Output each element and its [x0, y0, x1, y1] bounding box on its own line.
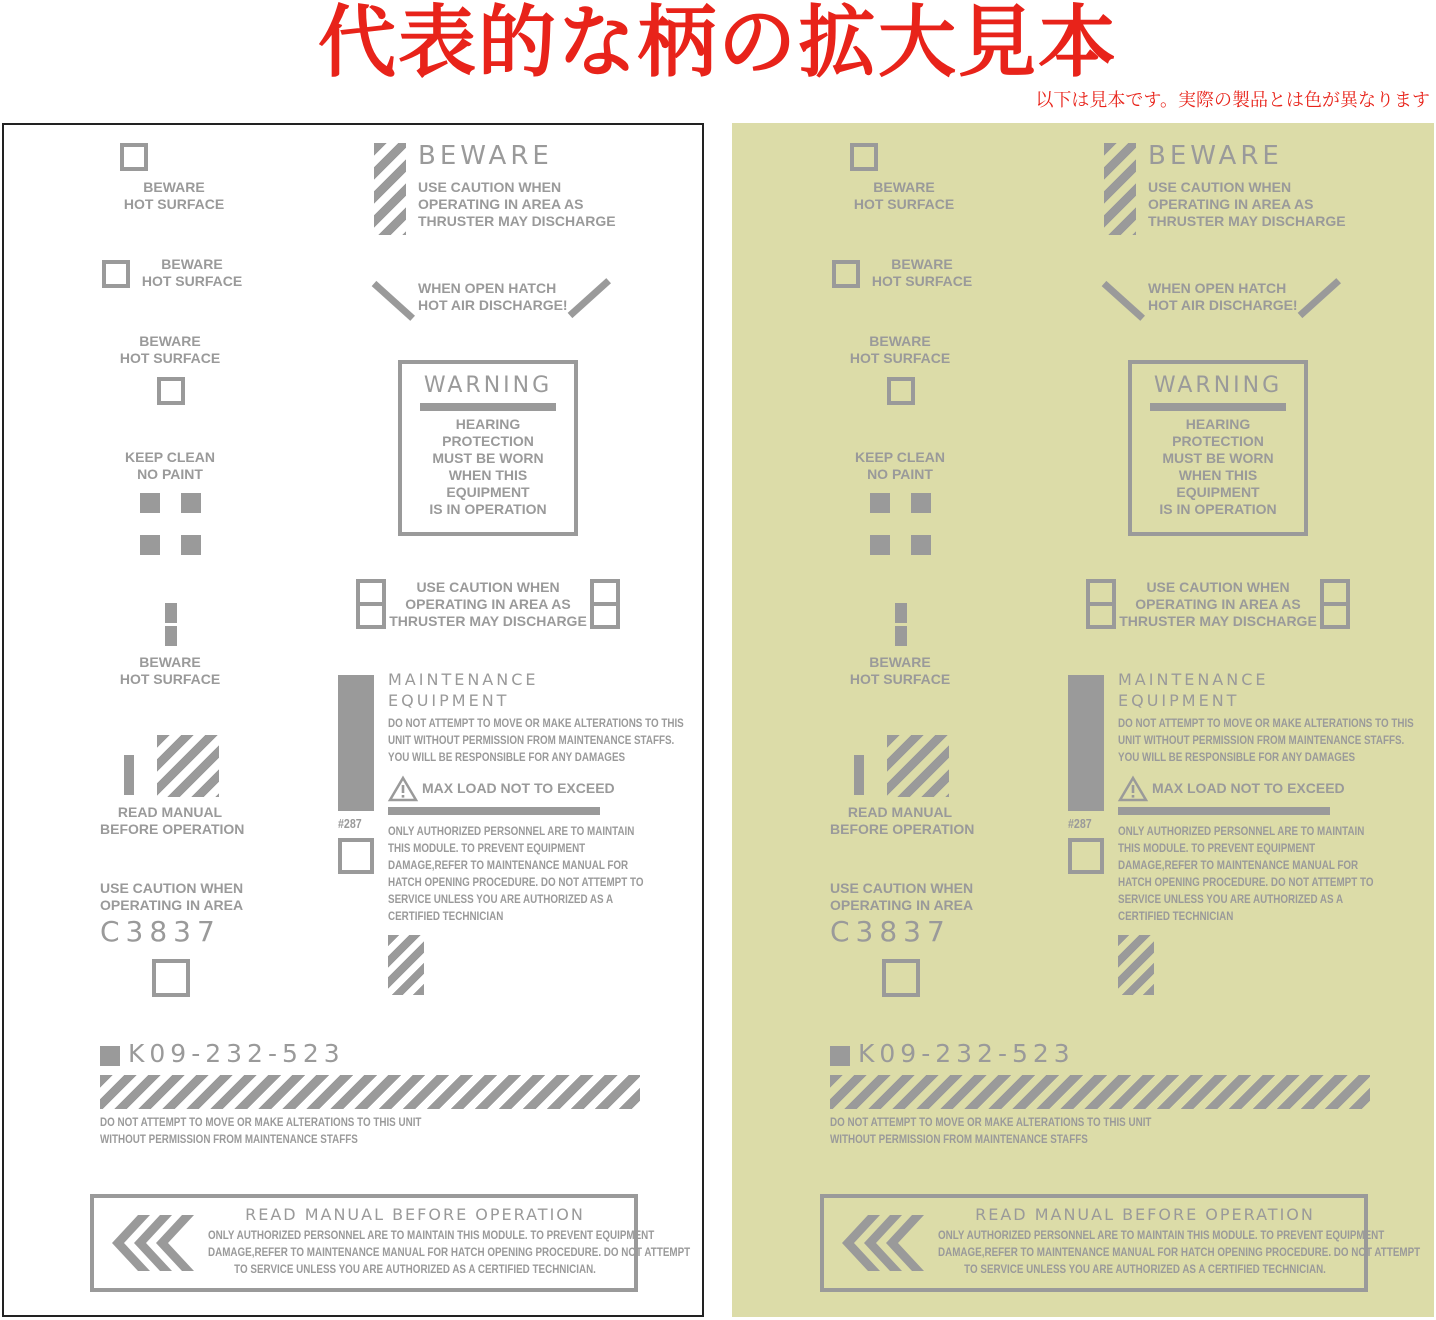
- label-line: OPERATING IN AREA: [100, 897, 244, 913]
- label-line: USE CAUTION WHEN: [418, 179, 562, 195]
- serial-number: K09-232-523: [128, 1039, 345, 1068]
- area-code: C3837: [100, 915, 221, 948]
- maintenance-heading: [1118, 669, 1268, 711]
- maintenance-side-bar: [1068, 675, 1104, 811]
- paint-square: [140, 535, 160, 555]
- label-line: WITHOUT PERMISSION FROM MAINTENANCE STAFFS: [100, 1132, 358, 1146]
- square-marker: [832, 260, 860, 288]
- label-line: BEWARE: [139, 333, 201, 349]
- label-line: WHEN OPEN HATCH: [418, 280, 557, 296]
- label-line: DAMAGE,REFER TO MAINTENANCE MANUAL FOR: [1118, 858, 1359, 872]
- hatch-warning-text: [1148, 280, 1298, 314]
- label-line: TO SERVICE UNLESS YOU ARE AUTHORIZED AS A CERTIFIED TECHNICIAN.: [964, 1262, 1326, 1276]
- square-marker: [120, 143, 148, 171]
- maintenance-body: [388, 715, 684, 766]
- label-line: CERTIFIED TECHNICIAN: [388, 909, 504, 923]
- caution-triangle-icon: [1118, 776, 1148, 802]
- decal-sheet-olive: [732, 123, 1434, 1317]
- hazard-stripes: [374, 143, 406, 235]
- beware-hot-surface-label: [110, 333, 230, 367]
- warning-underline: [420, 403, 556, 411]
- label-line: HOT SURFACE: [853, 196, 955, 212]
- label-line: THRUSTER MAY DISCHARGE: [389, 613, 587, 629]
- read-manual-heading: READ MANUAL BEFORE OPERATION: [975, 1205, 1315, 1224]
- max-load-underline: [388, 807, 600, 815]
- label-line: ONLY AUTHORIZED PERSONNEL ARE TO MAINTAIN THIS MODULE. TO PREVENT EQUIPMENT: [938, 1228, 1385, 1242]
- label-line: READ MANUAL: [847, 804, 953, 820]
- label-line: MAINTENANCE: [1118, 670, 1269, 689]
- label-line: KEEP CLEAN: [855, 449, 945, 465]
- hatch-warning-text: [418, 280, 568, 314]
- square-marker: [850, 143, 878, 171]
- label-line: HOT SURFACE: [871, 273, 973, 289]
- read-manual-label: [100, 804, 245, 838]
- maintenance-body: [1118, 715, 1414, 766]
- hearing-protection-text: [398, 416, 578, 518]
- label-line: USE CAUTION WHEN: [830, 880, 974, 896]
- keep-clean-label: [110, 449, 230, 483]
- label-line: HOT SURFACE: [849, 671, 951, 687]
- label-line: OPERATING IN AREA AS: [418, 196, 584, 212]
- paint-square: [181, 535, 201, 555]
- label-line: MUST BE WORN: [1162, 450, 1274, 466]
- area-code: C3837: [830, 915, 951, 948]
- square-marker: [152, 959, 190, 997]
- label-line: DAMAGE,REFER TO MAINTENANCE MANUAL FOR HATCH OPENING PROCEDURE. DO NOT ATTEMPT: [208, 1245, 691, 1259]
- label-line: WHEN THIS: [1178, 467, 1258, 483]
- serial-square: [100, 1046, 120, 1066]
- hearing-protection-text: [1128, 416, 1308, 518]
- hazard-stripe-band: [100, 1075, 640, 1109]
- label-line: MAINTENANCE: [388, 670, 539, 689]
- label-line: USE CAUTION WHEN: [1148, 179, 1292, 195]
- label-line: SERVICE UNLESS YOU ARE AUTHORIZED AS A: [1118, 892, 1344, 906]
- label-line: PROTECTION: [1172, 433, 1264, 449]
- chevron-left-icon: [840, 1215, 924, 1271]
- bracket-crossbar: [590, 602, 620, 606]
- bracket-crossbar: [1086, 602, 1116, 606]
- beware-hot-surface-label: [844, 179, 964, 213]
- label-line: YOU WILL BE RESPONSIBLE FOR ANY DAMAGES: [1118, 750, 1356, 764]
- hazard-stripes: [157, 735, 219, 797]
- label-line: BEFORE OPERATION: [100, 821, 245, 837]
- label-line: CERTIFIED TECHNICIAN: [1118, 909, 1234, 923]
- label-line: DO NOT ATTEMPT TO MOVE OR MAKE ALTERATIONS TO THIS: [388, 716, 684, 730]
- warning-underline: [1150, 403, 1286, 411]
- label-line: SERVICE UNLESS YOU ARE AUTHORIZED AS A: [388, 892, 614, 906]
- max-load-label: MAX LOAD NOT TO EXCEED: [422, 780, 615, 796]
- read-manual-heading: READ MANUAL BEFORE OPERATION: [245, 1205, 585, 1224]
- label-line: TO SERVICE UNLESS YOU ARE AUTHORIZED AS A CERTIFIED TECHNICIAN.: [234, 1262, 596, 1276]
- label-line: EQUIPMENT: [388, 691, 510, 710]
- authorized-personnel-text: [1118, 823, 1373, 925]
- decal-layout: [2, 123, 704, 1317]
- hazard-stripes: [887, 735, 949, 797]
- label-line: ONLY AUTHORIZED PERSONNEL ARE TO MAINTAIN: [388, 824, 635, 838]
- use-caution-label: [830, 880, 974, 914]
- label-line: BEFORE OPERATION: [830, 821, 975, 837]
- label-line: USE CAUTION WHEN: [100, 880, 244, 896]
- label-line: YOU WILL BE RESPONSIBLE FOR ANY DAMAGES: [388, 750, 626, 764]
- label-line: HOT SURFACE: [123, 196, 225, 212]
- square-marker: [338, 838, 374, 874]
- label-line: OPERATING IN AREA AS: [405, 596, 571, 612]
- maintenance-side-bar: [338, 675, 374, 811]
- label-line: OPERATING IN AREA AS: [1148, 196, 1314, 212]
- label-line: HEARING: [1185, 416, 1251, 432]
- label-line: DAMAGE,REFER TO MAINTENANCE MANUAL FOR HATCH OPENING PROCEDURE. DO NOT ATTEMPT: [938, 1245, 1421, 1259]
- square-marker: [102, 260, 130, 288]
- read-manual-label: [830, 804, 975, 838]
- divider-bar: [895, 626, 907, 646]
- label-line: USE CAUTION WHEN: [1146, 579, 1290, 595]
- alteration-warning-text: [100, 1114, 421, 1148]
- beware-hot-surface-label: [114, 179, 234, 213]
- read-manual-bar: [124, 755, 134, 795]
- paint-square: [911, 493, 931, 513]
- label-line: KEEP CLEAN: [125, 449, 215, 465]
- bracket-crossbar: [1320, 602, 1350, 606]
- label-line: DO NOT ATTEMPT TO MOVE OR MAKE ALTERATIONS TO THIS: [1118, 716, 1414, 730]
- label-line: BEWARE: [143, 179, 205, 195]
- label-line: HOT SURFACE: [119, 350, 221, 366]
- label-line: WITHOUT PERMISSION FROM MAINTENANCE STAFFS: [830, 1132, 1088, 1146]
- use-caution-label: [100, 880, 244, 914]
- label-line: IS IN OPERATION: [1159, 501, 1277, 517]
- label-line: HEARING: [455, 416, 521, 432]
- divider-bar: [165, 626, 177, 646]
- label-line: ONLY AUTHORIZED PERSONNEL ARE TO MAINTAIN: [1118, 824, 1365, 838]
- label-line: WHEN THIS: [448, 467, 528, 483]
- keep-clean-label: [840, 449, 960, 483]
- thruster-caution-text: [1148, 179, 1346, 230]
- label-line: HOT SURFACE: [119, 671, 221, 687]
- label-line: DAMAGE,REFER TO MAINTENANCE MANUAL FOR: [388, 858, 629, 872]
- beware-hot-surface-label: [862, 256, 982, 290]
- hatch-slash-right: [1298, 278, 1341, 318]
- alteration-warning-text: [830, 1114, 1151, 1148]
- beware-hot-surface-label: [132, 256, 252, 290]
- label-line: NO PAINT: [867, 466, 933, 482]
- label-line: HATCH OPENING PROCEDURE. DO NOT ATTEMPT TO: [1118, 875, 1374, 889]
- hatch-slash-left: [1102, 281, 1145, 321]
- paint-square: [911, 535, 931, 555]
- label-line: NO PAINT: [137, 466, 203, 482]
- paint-square: [181, 493, 201, 513]
- read-manual-body: [938, 1227, 1421, 1278]
- unit-number: #287: [1068, 816, 1092, 831]
- beware-hot-surface-label: [840, 654, 960, 688]
- label-line: HATCH OPENING PROCEDURE. DO NOT ATTEMPT TO: [388, 875, 644, 889]
- label-line: BEWARE: [869, 333, 931, 349]
- hazard-stripe-band: [830, 1075, 1370, 1109]
- unit-number: #287: [338, 816, 362, 831]
- divider-bar: [895, 603, 907, 623]
- square-marker: [887, 377, 915, 405]
- divider-bar: [165, 603, 177, 623]
- label-line: PROTECTION: [442, 433, 534, 449]
- label-line: DO NOT ATTEMPT TO MOVE OR MAKE ALTERATIONS TO THIS UNIT: [830, 1115, 1152, 1129]
- authorized-personnel-text: [388, 823, 643, 925]
- label-line: BEWARE: [891, 256, 953, 272]
- thruster-caution-text: [1118, 579, 1318, 630]
- paint-square: [870, 493, 890, 513]
- caution-triangle-icon: [388, 776, 418, 802]
- decal-sheet-white: [2, 123, 704, 1317]
- hazard-stripes: [388, 935, 424, 995]
- label-line: BEWARE: [873, 179, 935, 195]
- page-title: 代表的な柄の拡大見本: [317, 0, 1118, 88]
- label-line: IS IN OPERATION: [429, 501, 547, 517]
- beware-hot-surface-label: [110, 654, 230, 688]
- square-marker: [157, 377, 185, 405]
- label-line: BEWARE: [139, 654, 201, 670]
- label-line: EQUIPMENT: [446, 484, 530, 500]
- beware-hot-surface-label: [840, 333, 960, 367]
- hatch-slash-right: [568, 278, 611, 318]
- label-line: HOT SURFACE: [141, 273, 243, 289]
- bracket-crossbar: [356, 602, 386, 606]
- label-line: OPERATING IN AREA: [830, 897, 974, 913]
- paint-square: [870, 535, 890, 555]
- square-marker: [882, 959, 920, 997]
- label-line: BEWARE: [869, 654, 931, 670]
- label-line: ONLY AUTHORIZED PERSONNEL ARE TO MAINTAIN THIS MODULE. TO PREVENT EQUIPMENT: [208, 1228, 655, 1242]
- label-line: HOT AIR DISCHARGE!: [418, 297, 568, 313]
- label-line: EQUIPMENT: [1118, 691, 1240, 710]
- label-line: THRUSTER MAY DISCHARGE: [1119, 613, 1317, 629]
- label-line: BEWARE: [161, 256, 223, 272]
- label-line: UNIT WITHOUT PERMISSION FROM MAINTENANCE STAFFS.: [1118, 733, 1405, 747]
- label-line: OPERATING IN AREA AS: [1135, 596, 1301, 612]
- paint-square: [140, 493, 160, 513]
- read-manual-bar: [854, 755, 864, 795]
- label-line: UNIT WITHOUT PERMISSION FROM MAINTENANCE STAFFS.: [388, 733, 675, 747]
- label-line: MUST BE WORN: [432, 450, 544, 466]
- warning-heading: WARNING: [423, 373, 553, 398]
- label-line: THIS MODULE. TO PREVENT EQUIPMENT: [388, 841, 586, 855]
- hazard-stripes: [1104, 143, 1136, 235]
- hazard-stripes: [1118, 935, 1154, 995]
- sample-note: 以下は見本です。実際の製品とは色が異なります: [1035, 90, 1430, 111]
- label-line: EQUIPMENT: [1176, 484, 1260, 500]
- decal-layout: [732, 123, 1434, 1317]
- label-line: DO NOT ATTEMPT TO MOVE OR MAKE ALTERATIONS TO THIS UNIT: [100, 1115, 422, 1129]
- square-marker: [1068, 838, 1104, 874]
- warning-heading: WARNING: [1153, 373, 1283, 398]
- label-line: THRUSTER MAY DISCHARGE: [1148, 213, 1346, 229]
- thruster-caution-text: [388, 579, 588, 630]
- chevron-left-icon: [110, 1215, 194, 1271]
- label-line: READ MANUAL: [117, 804, 223, 820]
- serial-square: [830, 1046, 850, 1066]
- label-line: HOT AIR DISCHARGE!: [1148, 297, 1298, 313]
- max-load-label: MAX LOAD NOT TO EXCEED: [1152, 780, 1345, 796]
- serial-number: K09-232-523: [858, 1039, 1075, 1068]
- label-line: THRUSTER MAY DISCHARGE: [418, 213, 616, 229]
- beware-heading: BEWARE: [1148, 141, 1283, 171]
- label-line: USE CAUTION WHEN: [416, 579, 560, 595]
- thruster-caution-text: [418, 179, 616, 230]
- maintenance-heading: [388, 669, 538, 711]
- max-load-underline: [1118, 807, 1330, 815]
- label-line: THIS MODULE. TO PREVENT EQUIPMENT: [1118, 841, 1316, 855]
- read-manual-body: [208, 1227, 691, 1278]
- label-line: HOT SURFACE: [849, 350, 951, 366]
- hatch-slash-left: [372, 281, 415, 321]
- label-line: WHEN OPEN HATCH: [1148, 280, 1287, 296]
- beware-heading: BEWARE: [418, 141, 553, 171]
